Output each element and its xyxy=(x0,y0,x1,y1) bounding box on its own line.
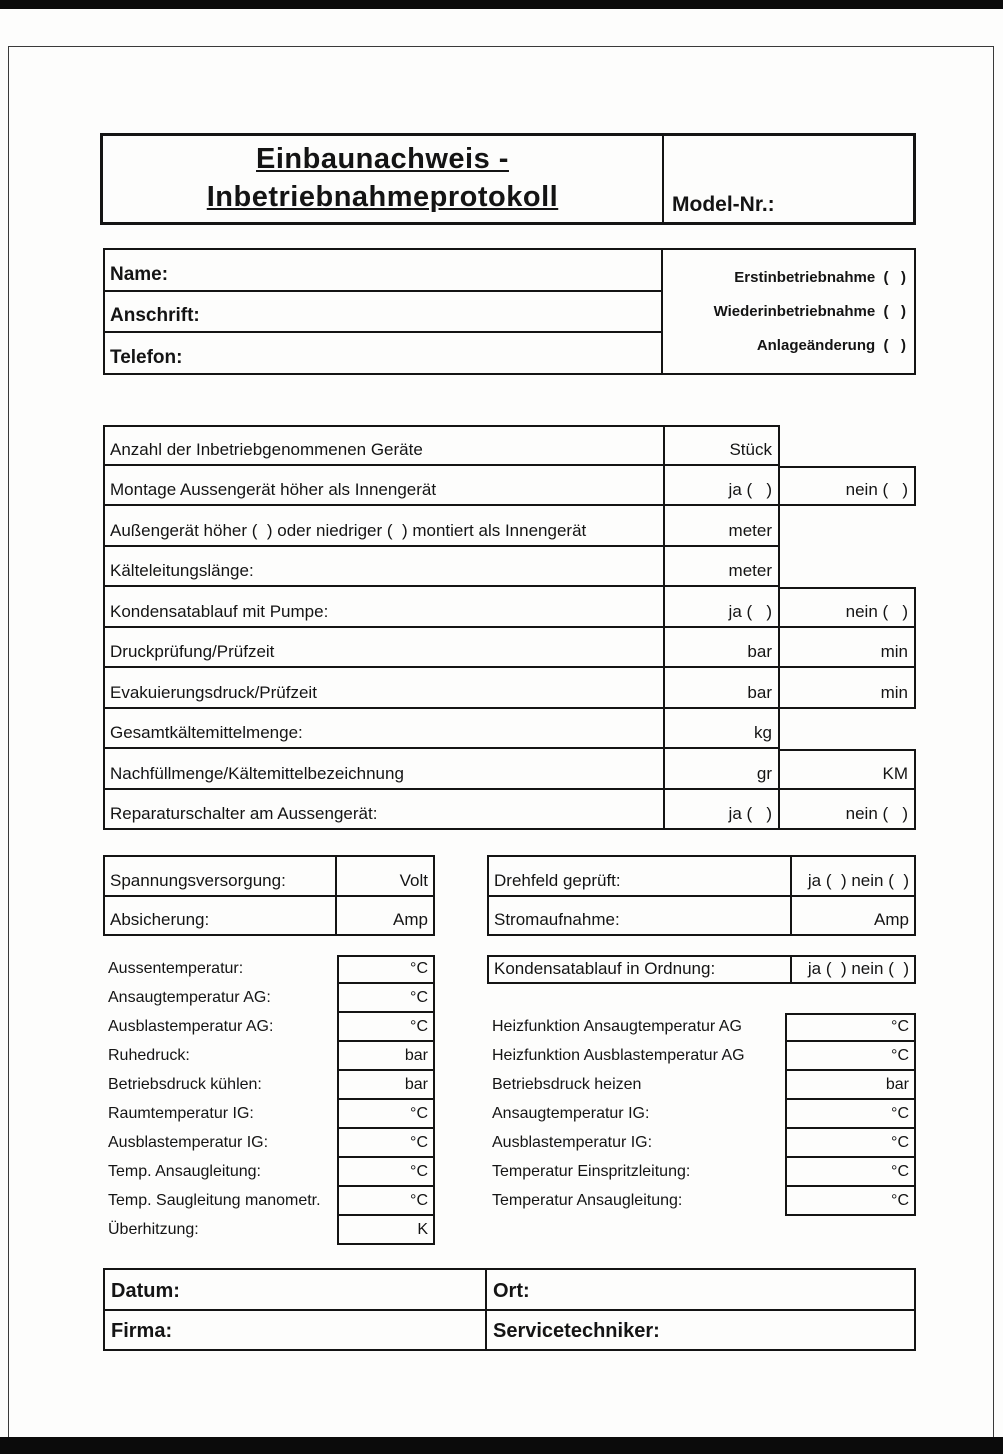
condensate-check-row xyxy=(487,955,916,984)
measurement-label: Betriebsdruck kühlen: xyxy=(108,1076,262,1093)
scan-edge-bottom xyxy=(0,1437,1003,1454)
table-row xyxy=(103,668,916,709)
row-label: Anzahl der Inbetriebgenommenen Geräte xyxy=(103,425,663,466)
row-unit: ja ( ) xyxy=(663,466,780,507)
row-unit: Amp xyxy=(335,897,433,935)
form-title-line2: Inbetriebnahmeprotokoll xyxy=(206,181,559,213)
scan-edge-top xyxy=(0,0,1003,9)
row-extra xyxy=(780,425,916,466)
table-row xyxy=(105,857,433,897)
measurement-unit-box: °C xyxy=(337,955,435,984)
measurement-row xyxy=(487,1129,916,1158)
row-extra: min xyxy=(780,628,916,669)
measurement-row xyxy=(487,1158,916,1187)
measurement-label: Ansaugtemperatur AG: xyxy=(108,989,271,1006)
measurement-row xyxy=(103,1187,435,1216)
power-supply-table xyxy=(103,855,435,936)
option-erstinbetriebnahme: Erstinbetriebnahme ( ) xyxy=(734,268,906,286)
measurement-unit-box: bar xyxy=(785,1071,916,1100)
row-label: Nachfüllmenge/Kältemittelbezeichnung xyxy=(103,749,663,790)
measurement-row xyxy=(103,955,435,984)
rotary-field-table xyxy=(487,855,916,936)
measurement-row xyxy=(487,1187,916,1216)
table-row xyxy=(103,790,916,831)
row-label: Absicherung: xyxy=(110,910,210,929)
measurement-row xyxy=(487,1071,916,1100)
table-row xyxy=(103,749,916,790)
firma-field: Firma: xyxy=(105,1311,487,1350)
row-label: Außengerät höher ( ) oder niedriger ( ) montiert als Innengerät xyxy=(103,506,663,547)
table-row xyxy=(103,547,916,588)
measurement-row xyxy=(103,984,435,1013)
table-row xyxy=(103,466,916,507)
measurement-label: Überhitzung: xyxy=(108,1221,199,1238)
servicetechniker-field: Servicetechniker: xyxy=(493,1320,660,1342)
row-unit: Amp xyxy=(790,897,914,935)
row-label: Druckprüfung/Prüfzeit xyxy=(103,628,663,669)
measurement-unit-box: °C xyxy=(785,1013,916,1042)
table-row xyxy=(103,506,916,547)
measurement-unit-box: °C xyxy=(337,1187,435,1216)
measurement-label: Heizfunktion Ansaugtemperatur AG xyxy=(492,1018,742,1035)
model-number-label: Model-Nr.: xyxy=(672,193,775,216)
row-label: Reparaturschalter am Aussengerät: xyxy=(103,790,663,831)
measurement-row xyxy=(487,1100,916,1129)
measurement-row xyxy=(487,1013,916,1042)
model-number-cell xyxy=(664,136,913,222)
measurement-label: Ansaugtemperatur IG: xyxy=(492,1105,650,1122)
measurement-unit-box: K xyxy=(337,1216,435,1245)
measurement-row xyxy=(103,1216,435,1245)
row-unit: ja ( ) xyxy=(663,587,780,628)
contact-block xyxy=(103,248,916,375)
measurement-unit-box: °C xyxy=(337,1129,435,1158)
telefon-field: Telefon: xyxy=(110,347,183,369)
measurement-unit-box: °C xyxy=(337,1100,435,1129)
measurement-unit-box: °C xyxy=(337,984,435,1013)
measurement-unit-box: bar xyxy=(337,1042,435,1071)
table-row xyxy=(489,897,914,935)
name-field: Name: xyxy=(105,250,661,292)
row-extra: min xyxy=(780,668,916,709)
measurement-unit-box: °C xyxy=(785,1158,916,1187)
row-extra: KM xyxy=(780,749,916,790)
row-label: Kondensatablauf mit Pumpe: xyxy=(103,587,663,628)
measurement-label: Temp. Saugleitung manometr. xyxy=(108,1192,321,1209)
commissioning-type-options xyxy=(663,250,914,373)
row-extra xyxy=(780,709,916,750)
row-unit: meter xyxy=(663,547,780,588)
form-header xyxy=(100,133,916,225)
row-unit: bar xyxy=(663,628,780,669)
row-label: Kondensatablauf in Ordnung: xyxy=(494,959,716,978)
measurements-right-column xyxy=(487,1013,916,1216)
table-row xyxy=(103,425,916,466)
measurement-row xyxy=(103,1129,435,1158)
contact-fields xyxy=(105,250,663,373)
measurement-row xyxy=(103,1013,435,1042)
row-label: Drehfeld geprüft: xyxy=(494,870,621,890)
row-label: Stromaufnahme: xyxy=(494,910,620,929)
datum-field: Datum: xyxy=(105,1270,487,1309)
measurement-label: Ausblastemperatur IG: xyxy=(108,1134,269,1151)
measurement-label: Ruhedruck: xyxy=(108,1047,190,1064)
signature-table xyxy=(103,1268,916,1351)
measurement-unit-box: °C xyxy=(785,1100,916,1129)
option-anlageaenderung: Anlageänderung ( ) xyxy=(756,337,906,355)
ort-field: Ort: xyxy=(493,1279,530,1302)
measurement-label: Temp. Ansaugleitung: xyxy=(108,1163,261,1180)
row-label: Kälteleitungslänge: xyxy=(103,547,663,588)
anschrift-field: Anschrift: xyxy=(105,292,661,334)
table-row xyxy=(105,1311,914,1350)
row-unit: gr xyxy=(663,749,780,790)
measurement-label: Temperatur Einspritzleitung: xyxy=(492,1163,691,1180)
row-unit: bar xyxy=(663,668,780,709)
row-extra xyxy=(780,547,916,588)
row-unit: kg xyxy=(663,709,780,750)
row-extra: nein ( ) xyxy=(780,587,916,628)
row-extra: nein ( ) xyxy=(780,466,916,507)
measurement-label: Temperatur Ansaugleitung: xyxy=(492,1192,683,1209)
measurement-row xyxy=(487,1042,916,1071)
measurement-unit-box: °C xyxy=(785,1042,916,1071)
table-row xyxy=(105,897,433,935)
option-wiederinbetriebnahme: Wiederinbetriebnahme ( ) xyxy=(713,302,906,320)
measurement-unit-box: °C xyxy=(785,1129,916,1158)
row-unit: Stück xyxy=(663,425,780,466)
measurement-label: Raumtemperatur IG: xyxy=(108,1105,254,1122)
row-extra: nein ( ) xyxy=(780,790,916,831)
measurement-label: Aussentemperatur: xyxy=(108,960,244,977)
table-row xyxy=(103,709,916,750)
row-unit: ja ( ) nein ( ) xyxy=(790,857,914,895)
measurement-unit-box: °C xyxy=(785,1187,916,1216)
row-extra xyxy=(780,506,916,547)
row-label: Spannungsversorgung: xyxy=(110,870,286,890)
row-unit: ja ( ) nein ( ) xyxy=(790,957,914,982)
row-unit: meter xyxy=(663,506,780,547)
table-row xyxy=(103,587,916,628)
row-unit: Volt xyxy=(335,857,433,895)
measurement-row xyxy=(103,1100,435,1129)
table-row xyxy=(105,1270,914,1311)
measurement-unit-box: bar xyxy=(337,1071,435,1100)
measurement-row xyxy=(103,1071,435,1100)
row-label: Evakuierungsdruck/Prüfzeit xyxy=(103,668,663,709)
measurement-label: Heizfunktion Ausblastemperatur AG xyxy=(492,1047,745,1064)
row-unit: ja ( ) xyxy=(663,790,780,831)
measurement-unit-box: °C xyxy=(337,1158,435,1187)
row-label: Gesamtkältemittelmenge: xyxy=(103,709,663,750)
device-data-table xyxy=(103,425,916,830)
measurement-label: Ausblastemperatur AG: xyxy=(108,1018,274,1035)
table-row xyxy=(489,857,914,897)
form-title-line1: Einbaunachweis - xyxy=(256,143,509,176)
form-title-cell xyxy=(103,136,664,222)
row-label: Montage Aussengerät höher als Innengerät xyxy=(103,466,663,507)
measurement-row xyxy=(103,1158,435,1187)
measurement-row xyxy=(103,1042,435,1071)
measurements-left-column xyxy=(103,955,435,1245)
table-row xyxy=(103,628,916,669)
measurement-label: Ausblastemperatur IG: xyxy=(492,1134,653,1151)
measurement-unit-box: °C xyxy=(337,1013,435,1042)
measurement-label: Betriebsdruck heizen xyxy=(492,1076,642,1093)
